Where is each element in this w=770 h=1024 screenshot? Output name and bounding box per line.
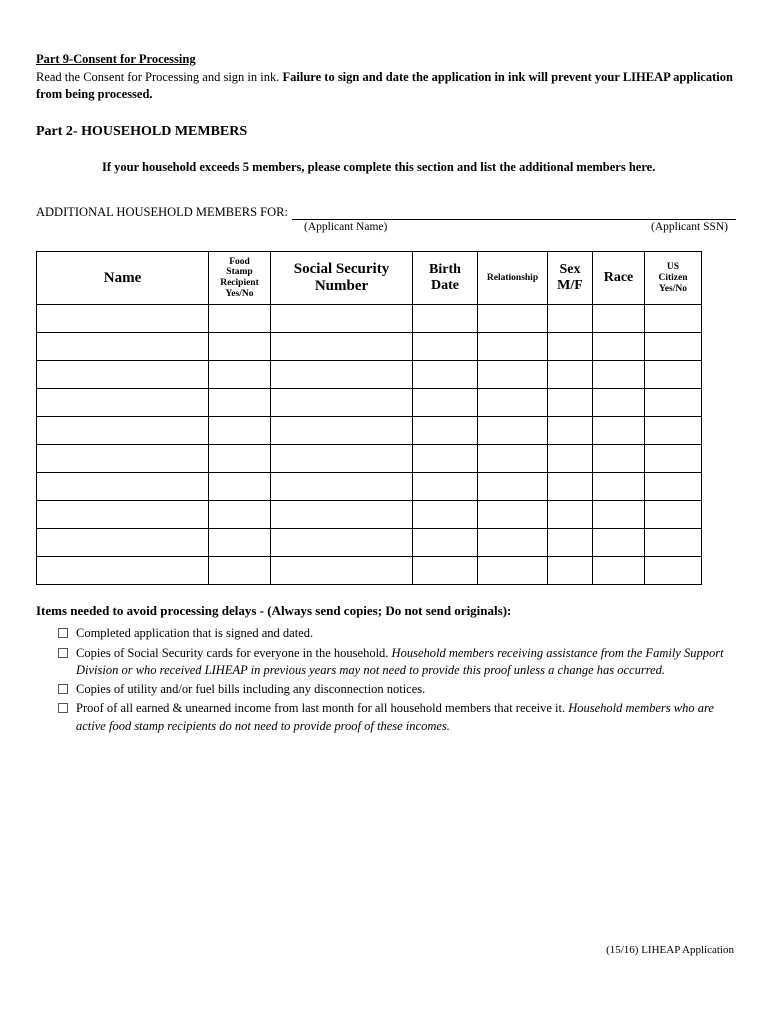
cell-relationship[interactable] [478, 445, 548, 473]
column-header-food-stamp-line4: Yes/No [225, 289, 254, 300]
cell-relationship[interactable] [478, 529, 548, 557]
column-header-sex [548, 252, 593, 305]
cell-us-citizen[interactable] [645, 445, 702, 473]
table-row [37, 333, 702, 361]
table-row [37, 389, 702, 417]
cell-race[interactable] [593, 361, 645, 389]
cell-sex[interactable] [548, 473, 593, 501]
cell-birth-date[interactable] [413, 501, 478, 529]
table-row [37, 305, 702, 333]
cell-relationship[interactable] [478, 361, 548, 389]
cell-ssn[interactable] [271, 501, 413, 529]
cell-sex[interactable] [548, 557, 593, 585]
cell-us-citizen[interactable] [645, 305, 702, 333]
table-row [37, 501, 702, 529]
cell-food-stamp[interactable] [209, 501, 271, 529]
list-item [36, 645, 736, 680]
cell-sex[interactable] [548, 445, 593, 473]
list-item-text: Proof of all earned & unearned income from last month for all household members that receive it. [76, 701, 569, 716]
applicant-label: ADDITIONAL HOUSEHOLD MEMBERS FOR: [36, 205, 288, 220]
cell-sex[interactable] [548, 389, 593, 417]
table-row [37, 361, 702, 389]
cell-ssn[interactable] [271, 305, 413, 333]
household-members-table [36, 251, 702, 585]
column-header-food-stamp-line2: Stamp [226, 267, 253, 278]
cell-name[interactable] [37, 473, 209, 501]
column-header-birth-line2: Date [431, 278, 459, 294]
cell-sex[interactable] [548, 333, 593, 361]
cell-us-citizen[interactable] [645, 417, 702, 445]
cell-name[interactable] [37, 557, 209, 585]
cell-sex[interactable] [548, 361, 593, 389]
cell-us-citizen[interactable] [645, 557, 702, 585]
cell-birth-date[interactable] [413, 361, 478, 389]
cell-name[interactable] [37, 501, 209, 529]
column-header-sex-line1: Sex [559, 262, 581, 278]
list-item-emphasis: Household members who are active food stamp recipients do not need to provide proof of these incomes. [76, 701, 714, 733]
list-item [36, 700, 736, 735]
applicant-entry-line [36, 205, 736, 220]
cell-birth-date[interactable] [413, 333, 478, 361]
cell-food-stamp[interactable] [209, 445, 271, 473]
cell-ssn[interactable] [271, 389, 413, 417]
cell-birth-date[interactable] [413, 557, 478, 585]
checkbox-icon[interactable] [58, 648, 68, 658]
part9-instructions [36, 69, 736, 103]
cell-us-citizen[interactable] [645, 361, 702, 389]
part9-section [36, 52, 736, 102]
cell-race[interactable] [593, 445, 645, 473]
checkbox-icon[interactable] [58, 703, 68, 713]
cell-food-stamp[interactable] [209, 557, 271, 585]
table-row [37, 445, 702, 473]
cell-ssn[interactable] [271, 529, 413, 557]
cell-us-citizen[interactable] [645, 473, 702, 501]
items-needed-list [36, 625, 736, 735]
cell-birth-date[interactable] [413, 445, 478, 473]
cell-ssn[interactable] [271, 473, 413, 501]
cell-ssn[interactable] [271, 557, 413, 585]
table-row [37, 529, 702, 557]
applicant-ssn-caption: (Applicant SSN) [651, 221, 728, 234]
cell-us-citizen[interactable] [645, 529, 702, 557]
column-header-citizen-line3: Yes/No [659, 283, 687, 294]
cell-name[interactable] [37, 333, 209, 361]
cell-relationship[interactable] [478, 333, 548, 361]
cell-relationship[interactable] [478, 305, 548, 333]
cell-food-stamp[interactable] [209, 473, 271, 501]
cell-race[interactable] [593, 557, 645, 585]
column-header-relationship [478, 252, 548, 305]
cell-food-stamp[interactable] [209, 361, 271, 389]
column-header-us-citizen [645, 252, 702, 305]
cell-relationship[interactable] [478, 389, 548, 417]
column-header-race-line1: Race [603, 270, 634, 286]
cell-birth-date[interactable] [413, 417, 478, 445]
cell-us-citizen[interactable] [645, 389, 702, 417]
cell-sex[interactable] [548, 417, 593, 445]
cell-food-stamp[interactable] [209, 333, 271, 361]
list-item-text: Copies of Social Security cards for everyone in the household. [76, 645, 392, 660]
list-item-emphasis: Household members receiving assistance from the Family Support Division or who received LIHEAP in previous years may not need to provide this proof unless a change has occurred. [76, 645, 724, 677]
list-item [36, 625, 736, 642]
column-header-food-stamp [209, 252, 271, 305]
cell-us-citizen[interactable] [645, 333, 702, 361]
column-header-name [37, 252, 209, 305]
cell-race[interactable] [593, 305, 645, 333]
column-header-birth-date [413, 252, 478, 305]
part9-instructions-bold: Failure to sign and date the application in ink will prevent your LIHEAP application from being processed. [36, 69, 733, 101]
cell-ssn[interactable] [271, 445, 413, 473]
cell-food-stamp[interactable] [209, 389, 271, 417]
cell-sex[interactable] [548, 305, 593, 333]
cell-name[interactable] [37, 361, 209, 389]
table-row [37, 417, 702, 445]
cell-birth-date[interactable] [413, 529, 478, 557]
cell-food-stamp[interactable] [209, 417, 271, 445]
cell-name[interactable] [37, 445, 209, 473]
column-header-sex-line2: M/F [557, 278, 583, 294]
applicant-name-caption: (Applicant Name) [304, 221, 388, 234]
page-footer: (15/16) LIHEAP Application [606, 944, 734, 956]
cell-food-stamp[interactable] [209, 305, 271, 333]
part2-heading: Part 2- HOUSEHOLD MEMBERS [36, 124, 248, 140]
column-header-name-line1: Name [103, 269, 142, 286]
checkbox-icon[interactable] [58, 684, 68, 694]
column-header-food-stamp-line3: Recipient [220, 278, 259, 289]
document-content [36, 52, 736, 737]
cell-relationship[interactable] [478, 473, 548, 501]
cell-name[interactable] [37, 389, 209, 417]
cell-name[interactable] [37, 529, 209, 557]
cell-relationship[interactable] [478, 417, 548, 445]
cell-name[interactable] [37, 417, 209, 445]
part2-note: If your household exceeds 5 members, please complete this section and list the additional members here. [102, 160, 656, 175]
list-item [36, 681, 736, 698]
cell-race[interactable] [593, 473, 645, 501]
cell-ssn[interactable] [271, 361, 413, 389]
table-body [37, 305, 702, 585]
cell-race[interactable] [593, 529, 645, 557]
cell-birth-date[interactable] [413, 389, 478, 417]
cell-race[interactable] [593, 333, 645, 361]
cell-sex[interactable] [548, 501, 593, 529]
cell-race[interactable] [593, 417, 645, 445]
cell-sex[interactable] [548, 529, 593, 557]
cell-food-stamp[interactable] [209, 529, 271, 557]
column-header-ssn-line1: Social Security [293, 261, 390, 278]
cell-ssn[interactable] [271, 417, 413, 445]
applicant-name-ssn-field[interactable] [292, 206, 736, 220]
cell-race[interactable] [593, 501, 645, 529]
column-header-food-stamp-line1: Food [229, 256, 250, 267]
cell-birth-date[interactable] [413, 305, 478, 333]
column-header-citizen-line2: Citizen [658, 272, 688, 283]
column-header-citizen-line1: US [666, 261, 680, 272]
cell-race[interactable] [593, 389, 645, 417]
cell-relationship[interactable] [478, 557, 548, 585]
column-header-relationship-line1: Relationship [486, 273, 539, 284]
checkbox-icon[interactable] [58, 628, 68, 638]
table-row [37, 473, 702, 501]
cell-birth-date[interactable] [413, 473, 478, 501]
column-header-ssn [271, 252, 413, 305]
cell-us-citizen[interactable] [645, 501, 702, 529]
cell-name[interactable] [37, 305, 209, 333]
column-header-ssn-line2: Number [314, 278, 369, 295]
table-header-row [37, 252, 702, 305]
table-row [37, 557, 702, 585]
list-item-text: Copies of utility and/or fuel bills including any disconnection notices. [76, 682, 426, 697]
part9-instructions-plain: Read the Consent for Processing and sign in ink. [36, 69, 283, 84]
list-item-text: Completed application that is signed and dated. [76, 626, 314, 641]
column-header-race [593, 252, 645, 305]
cell-ssn[interactable] [271, 333, 413, 361]
cell-relationship[interactable] [478, 501, 548, 529]
part9-heading: Part 9-Consent for Processing [36, 52, 196, 66]
items-needed-heading: Items needed to avoid processing delays - (Always send copies; Do not send originals): [36, 603, 512, 619]
column-header-birth-line1: Birth [429, 262, 461, 278]
applicant-captions [36, 221, 736, 237]
